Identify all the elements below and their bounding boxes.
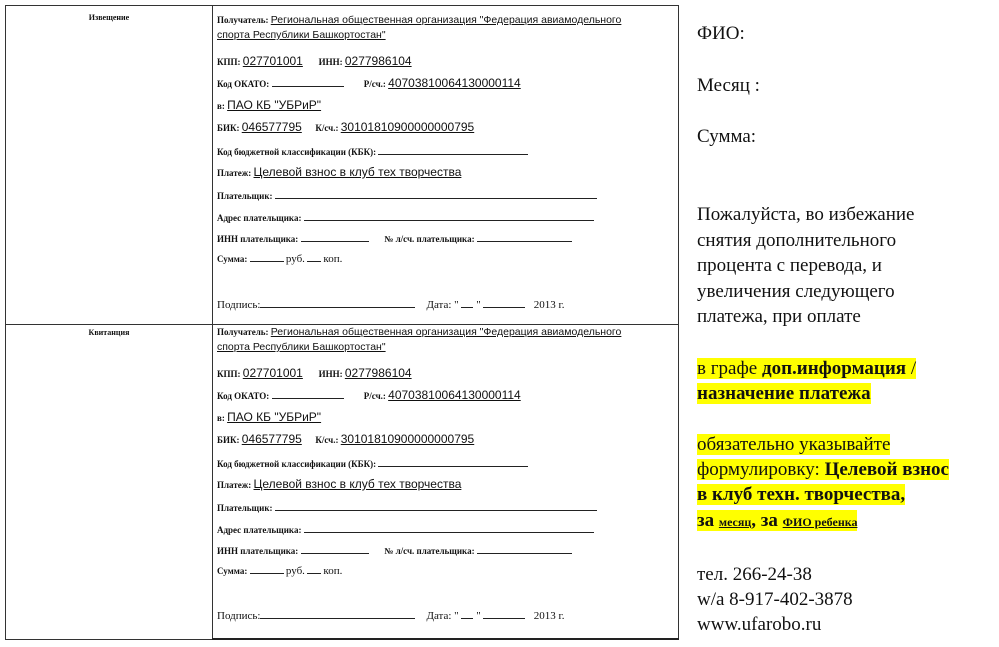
fio-label: ФИО: bbox=[697, 23, 745, 44]
account-label: Р/сч.: bbox=[363, 391, 386, 401]
sum-kop-label: коп. bbox=[323, 253, 343, 265]
payment-label: Платеж: bbox=[217, 168, 252, 178]
date-month-field[interactable] bbox=[483, 298, 525, 308]
payer-address-field[interactable] bbox=[304, 211, 594, 221]
signature-row bbox=[217, 298, 564, 311]
okato-account-row bbox=[217, 388, 521, 402]
notice-line: процента с перевода, и bbox=[697, 255, 882, 276]
payer-address-label: Адрес плательщика: bbox=[217, 525, 302, 535]
payment-label: Платеж: bbox=[217, 480, 252, 490]
payer-account-field[interactable] bbox=[477, 544, 572, 554]
payer-row bbox=[217, 189, 597, 201]
payer-account-label: № л/сч. плательщика: bbox=[384, 234, 475, 244]
kbk-field[interactable] bbox=[378, 145, 528, 155]
kbk-label: Код бюджетной классификации (КБК): bbox=[217, 459, 377, 469]
payer-address-row bbox=[217, 523, 594, 535]
payer-address-field[interactable] bbox=[304, 523, 594, 533]
highlight-post: / bbox=[906, 358, 917, 379]
date-year: 2013 г. bbox=[533, 610, 565, 622]
recipient-row-2 bbox=[217, 29, 386, 41]
corr-value: 30101810900000000795 bbox=[340, 432, 475, 446]
date-year: 2013 г. bbox=[533, 299, 565, 311]
payer-label: Плательщик: bbox=[217, 191, 273, 201]
kpp-inn-row bbox=[217, 366, 412, 380]
signature-field[interactable] bbox=[260, 609, 415, 619]
okato-field[interactable] bbox=[272, 389, 344, 399]
notice-line: увеличения следующего bbox=[697, 281, 895, 302]
extra-info-field: доп.информация bbox=[761, 358, 907, 379]
payment-purpose-field: назначение платежа bbox=[697, 383, 871, 404]
recipient-label: Получатель: bbox=[217, 327, 269, 337]
payer-address-row bbox=[217, 211, 594, 223]
recipient-row bbox=[217, 326, 621, 338]
payment-value: Целевой взнос в клуб тех творчества bbox=[253, 477, 462, 491]
okato-account-row bbox=[217, 76, 521, 90]
payment-row bbox=[217, 165, 461, 179]
sum-rub-field[interactable] bbox=[250, 252, 284, 262]
recipient-row bbox=[217, 14, 621, 26]
highlight-field-line bbox=[697, 357, 916, 381]
signature-label: Подпись: bbox=[217, 610, 261, 622]
phone-text: тел. 266-24-38 bbox=[697, 564, 812, 585]
account-value: 40703810064130000114 bbox=[388, 388, 521, 402]
payer-inn-row bbox=[217, 232, 572, 244]
kpp-value: 027701001 bbox=[242, 54, 303, 68]
kbk-row bbox=[217, 145, 528, 157]
okato-field[interactable] bbox=[272, 77, 344, 87]
sum-row bbox=[217, 564, 342, 577]
inn-value: 0277986104 bbox=[344, 366, 412, 380]
bank-value: ПАО КБ "УБРиР" bbox=[227, 98, 322, 112]
signature-row bbox=[217, 609, 564, 622]
payer-account-label: № л/сч. плательщика: bbox=[384, 546, 475, 556]
highlight-purpose-line bbox=[697, 382, 871, 406]
corr-label: К/сч.: bbox=[315, 123, 339, 133]
payer-row bbox=[217, 501, 597, 513]
kpp-label: КПП: bbox=[217, 369, 241, 379]
signature-field[interactable] bbox=[260, 298, 415, 308]
bik-corr-row bbox=[217, 120, 474, 134]
payer-account-field[interactable] bbox=[477, 232, 572, 242]
bank-label: в: bbox=[217, 101, 225, 111]
highlight-club-line bbox=[697, 483, 905, 507]
recipient-line1: Региональная общественная организация "Федерация авиамодельного bbox=[270, 326, 622, 338]
section-divider bbox=[6, 324, 678, 325]
club-text: в клуб техн. творчества, bbox=[697, 484, 906, 505]
bank-value: ПАО КБ "УБРиР" bbox=[227, 410, 322, 424]
sum-rub-label: руб. bbox=[285, 253, 305, 265]
recipient-line1: Региональная общественная организация "Федерация авиамодельного bbox=[270, 14, 622, 26]
signature-label: Подпись: bbox=[217, 299, 261, 311]
za-2: за bbox=[760, 510, 783, 531]
bank-label: в: bbox=[217, 413, 225, 423]
okato-label: Код ОКАТО: bbox=[217, 79, 270, 89]
account-value: 40703810064130000114 bbox=[388, 76, 521, 90]
payment-value: Целевой взнос в клуб тех творчества bbox=[253, 165, 462, 179]
kbk-row bbox=[217, 457, 528, 469]
sum-kop-field[interactable] bbox=[307, 564, 321, 574]
recipient-row-2 bbox=[217, 341, 386, 353]
sum-rub-label: руб. bbox=[285, 565, 305, 577]
sum-kop-field[interactable] bbox=[307, 252, 321, 262]
payment-form bbox=[5, 5, 679, 640]
payer-inn-label: ИНН плательщика: bbox=[217, 546, 299, 556]
kpp-label: КПП: bbox=[217, 57, 241, 67]
date-label: Дата: " bbox=[426, 610, 459, 622]
sum-row bbox=[217, 252, 342, 265]
wording-pre: формулировку: bbox=[697, 459, 825, 480]
required-text: обязательно указывайте bbox=[697, 434, 891, 455]
month-placeholder: месяц bbox=[718, 515, 752, 529]
notice-title: Извещение bbox=[88, 13, 130, 22]
recipient-label: Получатель: bbox=[217, 15, 269, 25]
sum-label: Сумма: bbox=[217, 254, 248, 264]
whatsapp-text: w/a 8-917-402-3878 bbox=[697, 589, 853, 610]
column-divider bbox=[212, 6, 213, 639]
payer-field[interactable] bbox=[275, 501, 597, 511]
notice-line: Пожалуйста, во избежание bbox=[697, 204, 915, 225]
month-label: Месяц : bbox=[697, 75, 760, 96]
sum-kop-label: коп. bbox=[323, 565, 343, 577]
za-1: за bbox=[697, 510, 719, 531]
payment-row bbox=[217, 477, 461, 491]
recipient-line2: спорта Республики Башкортостан" bbox=[217, 341, 386, 353]
inn-value: 0277986104 bbox=[344, 54, 412, 68]
bank-row bbox=[217, 98, 321, 112]
notice-line: снятия дополнительного bbox=[697, 230, 897, 251]
highlight-required-line bbox=[697, 433, 890, 457]
payer-address-label: Адрес плательщика: bbox=[217, 213, 302, 223]
bik-corr-row bbox=[217, 432, 474, 446]
corr-value: 30101810900000000795 bbox=[340, 120, 475, 134]
date-label: Дата: " bbox=[426, 299, 459, 311]
kbk-field[interactable] bbox=[378, 457, 528, 467]
child-name-placeholder: ФИО ребенка bbox=[782, 515, 858, 529]
payer-label: Плательщик: bbox=[217, 503, 273, 513]
date-day-field[interactable] bbox=[461, 609, 473, 619]
sum-label: Сумма: bbox=[217, 566, 248, 576]
kpp-inn-row bbox=[217, 54, 412, 68]
bik-label: БИК: bbox=[217, 123, 240, 133]
corr-label: К/сч.: bbox=[315, 435, 339, 445]
account-label: Р/сч.: bbox=[363, 79, 386, 89]
wording-bold: Целевой взнос bbox=[824, 459, 949, 480]
sum-rub-field[interactable] bbox=[250, 564, 284, 574]
bik-value: 046577795 bbox=[241, 120, 302, 134]
recipient-line2: спорта Республики Башкортостан" bbox=[217, 29, 386, 41]
bottom-border bbox=[212, 638, 679, 640]
payer-inn-field[interactable] bbox=[301, 544, 369, 554]
highlight-pre: в графе bbox=[697, 358, 762, 379]
highlight-za-line bbox=[697, 509, 857, 534]
payer-field[interactable] bbox=[275, 189, 597, 199]
date-day-field[interactable] bbox=[461, 298, 473, 308]
kbk-label: Код бюджетной классификации (КБК): bbox=[217, 147, 377, 157]
okato-label: Код ОКАТО: bbox=[217, 391, 270, 401]
sum-label: Сумма: bbox=[697, 126, 757, 147]
website-link[interactable]: www.ufarobo.ru bbox=[697, 614, 822, 635]
notice-line: платежа, при оплате bbox=[697, 306, 861, 327]
payer-inn-label: ИНН плательщика: bbox=[217, 234, 299, 244]
date-mid: " bbox=[476, 610, 481, 622]
comma: , bbox=[751, 510, 761, 531]
bik-value: 046577795 bbox=[241, 432, 302, 446]
bik-label: БИК: bbox=[217, 435, 240, 445]
kpp-value: 027701001 bbox=[242, 366, 303, 380]
receipt-title: Квитанция bbox=[88, 328, 130, 337]
date-mid: " bbox=[476, 299, 481, 311]
highlight-wording-line bbox=[697, 458, 949, 482]
inn-label: ИНН: bbox=[318, 57, 343, 67]
bank-row bbox=[217, 410, 321, 424]
inn-label: ИНН: bbox=[318, 369, 343, 379]
date-month-field[interactable] bbox=[483, 609, 525, 619]
payer-inn-row bbox=[217, 544, 572, 556]
payer-inn-field[interactable] bbox=[301, 232, 369, 242]
